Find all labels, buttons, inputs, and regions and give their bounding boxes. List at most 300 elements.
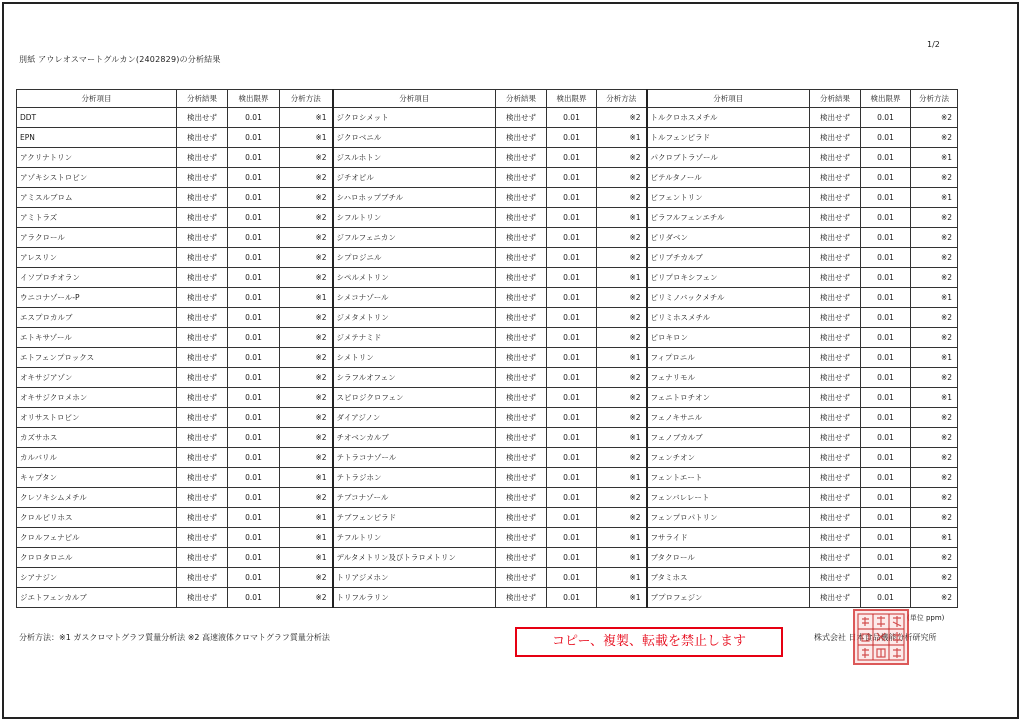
- analysis-item-cell: テトラコナゾール: [333, 448, 496, 468]
- header-result: 分析結果: [496, 90, 547, 108]
- analysis-item-cell: フェナリモル: [647, 368, 810, 388]
- result-cell: 検出せず: [810, 268, 861, 288]
- result-cell: 検出せず: [810, 248, 861, 268]
- detection-limit-cell: 0.01: [861, 468, 911, 488]
- result-cell: 検出せず: [177, 268, 228, 288]
- result-cell: 検出せず: [496, 468, 547, 488]
- table-row: [17, 328, 958, 348]
- detection-limit-cell: 0.01: [228, 528, 280, 548]
- result-cell: 検出せず: [496, 228, 547, 248]
- detection-limit-cell: 0.01: [861, 228, 911, 248]
- analysis-item-cell: テフルトリン: [333, 528, 496, 548]
- table-row: [17, 268, 958, 288]
- analysis-methods-legend: 分析方法：※1 ガスクロマトグラフ質量分析法 ※2 高速液体クロマトグラフ質量分析法: [19, 633, 330, 642]
- method-cell: ※2: [280, 208, 333, 228]
- result-cell: 検出せず: [177, 548, 228, 568]
- table-row: [17, 168, 958, 188]
- table-row: [17, 568, 958, 588]
- result-cell: 検出せず: [496, 248, 547, 268]
- result-cell: 検出せず: [496, 508, 547, 528]
- detection-limit-cell: 0.01: [547, 528, 597, 548]
- detection-limit-cell: 0.01: [861, 428, 911, 448]
- detection-limit-cell: 0.01: [228, 488, 280, 508]
- table-row: [17, 528, 958, 548]
- analysis-item-cell: ジフルフェニカン: [333, 228, 496, 248]
- detection-limit-cell: 0.01: [861, 168, 911, 188]
- table-row: [17, 508, 958, 528]
- header-result: 分析結果: [810, 90, 861, 108]
- table-row: [17, 288, 958, 308]
- company-name: 株式会社 日本食品機能分析研究所: [814, 633, 937, 642]
- method-cell: ※2: [911, 568, 958, 588]
- detection-limit-cell: 0.01: [547, 388, 597, 408]
- table-row: [17, 368, 958, 388]
- method-cell: ※1: [597, 428, 647, 448]
- result-cell: 検出せず: [810, 548, 861, 568]
- detection-limit-cell: 0.01: [547, 128, 597, 148]
- analysis-item-cell: クロルフェナピル: [17, 528, 177, 548]
- method-cell: ※2: [911, 448, 958, 468]
- result-cell: 検出せず: [177, 348, 228, 368]
- analysis-item-cell: ピリプロキシフェン: [647, 268, 810, 288]
- analysis-item-cell: エトフェンプロックス: [17, 348, 177, 368]
- result-cell: 検出せず: [810, 528, 861, 548]
- detection-limit-cell: 0.01: [547, 588, 597, 608]
- result-cell: 検出せず: [177, 428, 228, 448]
- analysis-item-cell: ビフェントリン: [647, 188, 810, 208]
- analysis-item-cell: オリサストロビン: [17, 408, 177, 428]
- table-row: [17, 448, 958, 468]
- analysis-item-cell: ジエトフェンカルブ: [17, 588, 177, 608]
- method-cell: ※2: [597, 228, 647, 248]
- detection-limit-cell: 0.01: [861, 328, 911, 348]
- analysis-item-cell: シプロジニル: [333, 248, 496, 268]
- analysis-item-cell: シメコナゾール: [333, 288, 496, 308]
- method-cell: ※2: [280, 168, 333, 188]
- result-cell: 検出せず: [177, 468, 228, 488]
- analysis-item-cell: EPN: [17, 128, 177, 148]
- method-cell: ※2: [597, 288, 647, 308]
- analysis-item-cell: アラクロール: [17, 228, 177, 248]
- detection-limit-cell: 0.01: [228, 568, 280, 588]
- company-seal-stamp-icon: [853, 609, 909, 665]
- analysis-item-cell: カズサホス: [17, 428, 177, 448]
- analysis-item-cell: トルフェンピラド: [647, 128, 810, 148]
- result-cell: 検出せず: [496, 128, 547, 148]
- method-cell: ※1: [280, 468, 333, 488]
- table-row: [17, 108, 958, 128]
- analysis-item-cell: ピラフルフェンエチル: [647, 208, 810, 228]
- method-cell: ※1: [911, 288, 958, 308]
- result-cell: 検出せず: [810, 108, 861, 128]
- analysis-item-cell: フェンチオン: [647, 448, 810, 468]
- result-cell: 検出せず: [177, 108, 228, 128]
- detection-limit-cell: 0.01: [228, 328, 280, 348]
- detection-limit-cell: 0.01: [861, 188, 911, 208]
- method-cell: ※2: [911, 368, 958, 388]
- detection-limit-cell: 0.01: [228, 348, 280, 368]
- result-cell: 検出せず: [177, 448, 228, 468]
- detection-limit-cell: 0.01: [861, 268, 911, 288]
- detection-limit-cell: 0.01: [228, 588, 280, 608]
- analysis-item-cell: ジクロベニル: [333, 128, 496, 148]
- result-cell: 検出せず: [177, 128, 228, 148]
- detection-limit-cell: 0.01: [228, 508, 280, 528]
- result-cell: 検出せず: [810, 148, 861, 168]
- table-row: [17, 208, 958, 228]
- method-cell: ※2: [597, 488, 647, 508]
- result-cell: 検出せず: [177, 588, 228, 608]
- analysis-item-cell: アゾキシストロビン: [17, 168, 177, 188]
- method-cell: ※2: [911, 428, 958, 448]
- result-cell: 検出せず: [496, 208, 547, 228]
- analysis-item-cell: ジメテナミド: [333, 328, 496, 348]
- method-cell: ※1: [597, 548, 647, 568]
- method-cell: ※1: [597, 348, 647, 368]
- method-cell: ※2: [911, 228, 958, 248]
- result-cell: 検出せず: [810, 588, 861, 608]
- method-cell: ※1: [911, 188, 958, 208]
- analysis-results-table: [16, 89, 958, 608]
- method-cell: ※1: [597, 128, 647, 148]
- detection-limit-cell: 0.01: [861, 108, 911, 128]
- result-cell: 検出せず: [496, 388, 547, 408]
- result-cell: 検出せず: [810, 348, 861, 368]
- method-cell: ※2: [911, 588, 958, 608]
- result-cell: 検出せず: [496, 488, 547, 508]
- result-cell: 検出せず: [177, 208, 228, 228]
- method-cell: ※1: [911, 348, 958, 368]
- detection-limit-cell: 0.01: [861, 388, 911, 408]
- detection-limit-cell: 0.01: [547, 488, 597, 508]
- method-cell: ※1: [597, 468, 647, 488]
- method-cell: ※1: [597, 268, 647, 288]
- analysis-item-cell: クレソキシムメチル: [17, 488, 177, 508]
- analysis-item-cell: イソプロチオラン: [17, 268, 177, 288]
- detection-limit-cell: 0.01: [861, 368, 911, 388]
- method-cell: ※1: [280, 528, 333, 548]
- result-cell: 検出せず: [810, 568, 861, 588]
- detection-limit-cell: 0.01: [547, 408, 597, 428]
- detection-limit-cell: 0.01: [547, 188, 597, 208]
- detection-limit-cell: 0.01: [228, 248, 280, 268]
- analysis-item-cell: アミトラズ: [17, 208, 177, 228]
- detection-limit-cell: 0.01: [228, 468, 280, 488]
- analysis-item-cell: トリフルラリン: [333, 588, 496, 608]
- analysis-item-cell: フェンプロパトリン: [647, 508, 810, 528]
- detection-limit-cell: 0.01: [547, 548, 597, 568]
- method-cell: ※2: [911, 168, 958, 188]
- analysis-item-cell: トルクロホスメチル: [647, 108, 810, 128]
- analysis-item-cell: エスプロカルブ: [17, 308, 177, 328]
- result-cell: 検出せず: [810, 308, 861, 328]
- detection-limit-cell: 0.01: [228, 148, 280, 168]
- method-cell: ※2: [911, 108, 958, 128]
- detection-limit-cell: 0.01: [861, 528, 911, 548]
- result-cell: 検出せず: [177, 328, 228, 348]
- result-cell: 検出せず: [810, 288, 861, 308]
- method-cell: ※2: [280, 148, 333, 168]
- detection-limit-cell: 0.01: [228, 388, 280, 408]
- result-cell: 検出せず: [177, 488, 228, 508]
- method-cell: ※2: [911, 548, 958, 568]
- analysis-item-cell: シラフルオフェン: [333, 368, 496, 388]
- detection-limit-cell: 0.01: [861, 568, 911, 588]
- analysis-item-cell: ジクロシメット: [333, 108, 496, 128]
- analysis-item-cell: クロロタロニル: [17, 548, 177, 568]
- header-method: 分析方法: [597, 90, 647, 108]
- analysis-item-cell: トリアジメホン: [333, 568, 496, 588]
- method-cell: ※2: [597, 188, 647, 208]
- method-cell: ※1: [597, 588, 647, 608]
- analysis-item-cell: ピロキロン: [647, 328, 810, 348]
- result-cell: 検出せず: [496, 428, 547, 448]
- analysis-item-cell: テトラジホン: [333, 468, 496, 488]
- table-row: [17, 308, 958, 328]
- result-cell: 検出せず: [810, 448, 861, 468]
- detection-limit-cell: 0.01: [228, 308, 280, 328]
- analysis-item-cell: シハロホップブチル: [333, 188, 496, 208]
- detection-limit-cell: 0.01: [228, 368, 280, 388]
- method-cell: ※2: [280, 268, 333, 288]
- analysis-item-cell: フェノブカルブ: [647, 428, 810, 448]
- result-cell: 検出せず: [496, 288, 547, 308]
- table-row: [17, 148, 958, 168]
- result-cell: 検出せず: [496, 588, 547, 608]
- analysis-item-cell: エトキサゾール: [17, 328, 177, 348]
- detection-limit-cell: 0.01: [861, 508, 911, 528]
- detection-limit-cell: 0.01: [228, 548, 280, 568]
- detection-limit-cell: 0.01: [547, 268, 597, 288]
- method-cell: ※2: [280, 348, 333, 368]
- analysis-item-cell: ダイアジノン: [333, 408, 496, 428]
- result-cell: 検出せず: [810, 468, 861, 488]
- analysis-item-cell: オキサジクロメホン: [17, 388, 177, 408]
- detection-limit-cell: 0.01: [547, 568, 597, 588]
- analysis-item-cell: ジスルホトン: [333, 148, 496, 168]
- analysis-item-cell: カルバリル: [17, 448, 177, 468]
- method-cell: ※2: [597, 328, 647, 348]
- analysis-item-cell: アレスリン: [17, 248, 177, 268]
- table-row: [17, 188, 958, 208]
- method-cell: ※2: [597, 168, 647, 188]
- detection-limit-cell: 0.01: [228, 128, 280, 148]
- method-cell: ※2: [911, 128, 958, 148]
- method-cell: ※2: [280, 428, 333, 448]
- table-row: [17, 348, 958, 368]
- result-cell: 検出せず: [177, 308, 228, 328]
- detection-limit-cell: 0.01: [547, 368, 597, 388]
- analysis-item-cell: デルタメトリン及びトラロメトリン: [333, 548, 496, 568]
- detection-limit-cell: 0.01: [861, 288, 911, 308]
- method-cell: ※2: [597, 388, 647, 408]
- analysis-item-cell: ブタミホス: [647, 568, 810, 588]
- detection-limit-cell: 0.01: [861, 588, 911, 608]
- analysis-item-cell: パクロブトラゾール: [647, 148, 810, 168]
- analysis-item-cell: キャプタン: [17, 468, 177, 488]
- result-cell: 検出せず: [496, 548, 547, 568]
- detection-limit-cell: 0.01: [547, 308, 597, 328]
- detection-limit-cell: 0.01: [547, 288, 597, 308]
- header-method: 分析方法: [280, 90, 333, 108]
- method-cell: ※2: [280, 448, 333, 468]
- analysis-item-cell: フサライド: [647, 528, 810, 548]
- method-cell: ※2: [911, 208, 958, 228]
- table-header-row: [17, 90, 958, 108]
- result-cell: 検出せず: [496, 108, 547, 128]
- result-cell: 検出せず: [810, 388, 861, 408]
- method-cell: ※2: [280, 328, 333, 348]
- method-cell: ※2: [911, 468, 958, 488]
- method-cell: ※2: [597, 108, 647, 128]
- table-row: [17, 228, 958, 248]
- result-cell: 検出せず: [177, 188, 228, 208]
- detection-limit-cell: 0.01: [547, 328, 597, 348]
- analysis-item-cell: フェニトロチオン: [647, 388, 810, 408]
- method-cell: ※2: [280, 588, 333, 608]
- analysis-item-cell: フェノキサニル: [647, 408, 810, 428]
- result-cell: 検出せず: [496, 348, 547, 368]
- method-cell: ※2: [911, 268, 958, 288]
- analysis-item-cell: フェンバレレート: [647, 488, 810, 508]
- detection-limit-cell: 0.01: [547, 228, 597, 248]
- method-cell: ※2: [280, 408, 333, 428]
- document-title: 別紙 アウレオスマートグルカン(2402829)の分析結果: [19, 55, 221, 64]
- result-cell: 検出せず: [177, 388, 228, 408]
- unit-label: (単位 ppm): [907, 614, 945, 622]
- analysis-item-cell: アクリナトリン: [17, 148, 177, 168]
- result-cell: 検出せず: [810, 368, 861, 388]
- result-cell: 検出せず: [496, 168, 547, 188]
- analysis-item-cell: テブフェンピラド: [333, 508, 496, 528]
- analysis-item-cell: クロルピリホス: [17, 508, 177, 528]
- detection-limit-cell: 0.01: [861, 308, 911, 328]
- result-cell: 検出せず: [810, 208, 861, 228]
- header-detection-limit: 検出限界: [547, 90, 597, 108]
- result-cell: 検出せず: [496, 448, 547, 468]
- method-cell: ※2: [280, 368, 333, 388]
- result-cell: 検出せず: [810, 408, 861, 428]
- method-cell: ※2: [597, 368, 647, 388]
- method-cell: ※2: [280, 568, 333, 588]
- result-cell: 検出せず: [177, 248, 228, 268]
- result-cell: 検出せず: [496, 148, 547, 168]
- method-cell: ※2: [911, 328, 958, 348]
- result-cell: 検出せず: [810, 508, 861, 528]
- detection-limit-cell: 0.01: [228, 288, 280, 308]
- analysis-item-cell: シアナジン: [17, 568, 177, 588]
- method-cell: ※2: [597, 148, 647, 168]
- analysis-item-cell: シペルメトリン: [333, 268, 496, 288]
- detection-limit-cell: 0.01: [228, 228, 280, 248]
- method-cell: ※2: [911, 488, 958, 508]
- method-cell: ※1: [280, 128, 333, 148]
- result-cell: 検出せず: [177, 368, 228, 388]
- detection-limit-cell: 0.01: [228, 208, 280, 228]
- header-analysis-item: 分析項目: [17, 90, 177, 108]
- detection-limit-cell: 0.01: [228, 268, 280, 288]
- method-cell: ※1: [280, 548, 333, 568]
- analysis-item-cell: アミスルブロム: [17, 188, 177, 208]
- method-cell: ※1: [597, 568, 647, 588]
- method-cell: ※2: [911, 508, 958, 528]
- method-cell: ※1: [911, 388, 958, 408]
- result-cell: 検出せず: [177, 168, 228, 188]
- table-row: [17, 488, 958, 508]
- method-cell: ※2: [280, 488, 333, 508]
- result-cell: 検出せず: [177, 508, 228, 528]
- result-cell: 検出せず: [177, 288, 228, 308]
- method-cell: ※2: [597, 248, 647, 268]
- detection-limit-cell: 0.01: [861, 208, 911, 228]
- method-cell: ※1: [911, 148, 958, 168]
- detection-limit-cell: 0.01: [861, 488, 911, 508]
- method-cell: ※2: [280, 308, 333, 328]
- method-cell: ※2: [280, 228, 333, 248]
- method-cell: ※2: [280, 188, 333, 208]
- detection-limit-cell: 0.01: [228, 428, 280, 448]
- detection-limit-cell: 0.01: [547, 448, 597, 468]
- result-cell: 検出せず: [810, 168, 861, 188]
- result-cell: 検出せず: [496, 568, 547, 588]
- analysis-item-cell: ウニコナゾール-P: [17, 288, 177, 308]
- method-cell: ※2: [597, 308, 647, 328]
- copy-prohibited-notice: コピー、複製、転載を禁止します: [515, 627, 783, 657]
- analysis-item-cell: フェントエート: [647, 468, 810, 488]
- result-cell: 検出せず: [810, 188, 861, 208]
- detection-limit-cell: 0.01: [228, 188, 280, 208]
- header-method: 分析方法: [911, 90, 958, 108]
- analysis-item-cell: ビテルタノール: [647, 168, 810, 188]
- result-cell: 検出せず: [496, 268, 547, 288]
- result-cell: 検出せず: [177, 408, 228, 428]
- analysis-item-cell: ジチオピル: [333, 168, 496, 188]
- table-row: [17, 408, 958, 428]
- detection-limit-cell: 0.01: [228, 448, 280, 468]
- page-number: 1/2: [927, 40, 940, 49]
- method-cell: ※1: [597, 528, 647, 548]
- method-cell: ※2: [280, 388, 333, 408]
- header-detection-limit: 検出限界: [861, 90, 911, 108]
- detection-limit-cell: 0.01: [547, 348, 597, 368]
- table-row: [17, 128, 958, 148]
- method-cell: ※2: [911, 308, 958, 328]
- result-cell: 検出せず: [810, 328, 861, 348]
- analysis-item-cell: ピリブチカルブ: [647, 248, 810, 268]
- table-row: [17, 588, 958, 608]
- detection-limit-cell: 0.01: [228, 168, 280, 188]
- result-cell: 検出せず: [496, 188, 547, 208]
- result-cell: 検出せず: [496, 328, 547, 348]
- detection-limit-cell: 0.01: [547, 208, 597, 228]
- analysis-item-cell: テブコナゾール: [333, 488, 496, 508]
- analysis-item-cell: ピリダベン: [647, 228, 810, 248]
- detection-limit-cell: 0.01: [861, 248, 911, 268]
- method-cell: ※2: [280, 248, 333, 268]
- result-cell: 検出せず: [810, 488, 861, 508]
- method-cell: ※2: [597, 408, 647, 428]
- table-row: [17, 248, 958, 268]
- header-analysis-item: 分析項目: [647, 90, 810, 108]
- table-row: [17, 388, 958, 408]
- analysis-item-cell: ブプロフェジン: [647, 588, 810, 608]
- detection-limit-cell: 0.01: [228, 108, 280, 128]
- analysis-item-cell: スピロジクロフェン: [333, 388, 496, 408]
- detection-limit-cell: 0.01: [861, 348, 911, 368]
- analysis-item-cell: ブタクロール: [647, 548, 810, 568]
- analysis-item-cell: ジメタメトリン: [333, 308, 496, 328]
- analysis-item-cell: ピリミノバックメチル: [647, 288, 810, 308]
